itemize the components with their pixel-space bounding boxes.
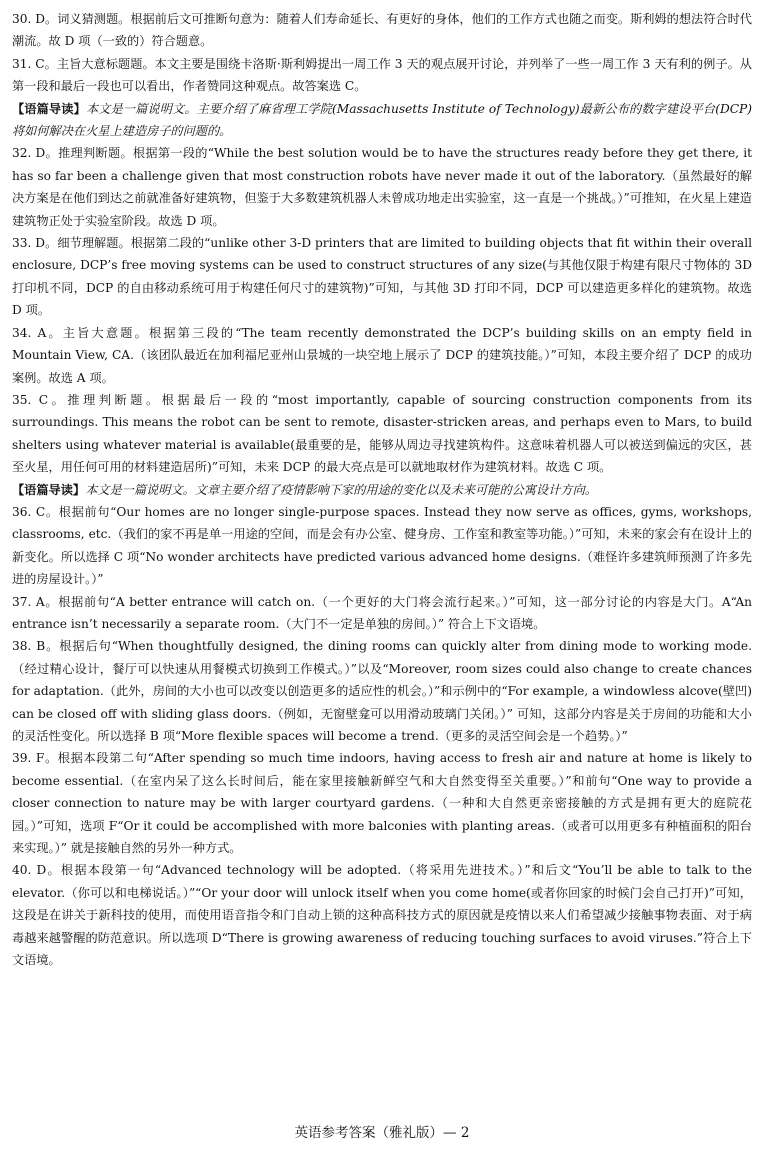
answer-explanation: 34. A。主旨大意题。根据第三段的“The team recently demonstrated the DCP’s building skills on an empty field in Mountain View, CA.（该团队最近在加利福尼亚州山景城的一块空地上展示了 DCP 的建筑技能。）”可知，本段主要介绍了 DCP 的成功案例。故选 A 项。: [12, 325, 752, 385]
answer-explanation: 36. C。根据前句“Our homes are no longer single-purpose spaces. Instead they now serve as offices, gyms, workshops, classrooms, etc.（我们的家不再是单一用途的空间，而是会有办公室、健身房、工作室和教室等功能。）”可知，未来的家会有在设计上的新变化。所以选择 C 项“No wonder architects have predicted various advanced home designs.（难怪许多建筑师预测了许多先进的房屋设计。）”: [12, 504, 752, 587]
answer-explanation: 39. F。根据本段第二句“After spending so much time indoors, having access to fresh air and nature at home is likely to become essential.（在室内呆了这么长时间后，能在家里接触新鲜空气和大自然变得至关重要。）”和前句“One way to provide a closer connection to nature may be with larger courtyard gardens.（一种和大自然更亲密接触的方式是拥有更大的庭院花园。）”可知，选项 F“Or it could be accomplished with more balconies with planting areas.（或者可以用更多有种植面积的阳台来实现。）” 就是接触自然的另外一种方式。: [12, 751, 752, 856]
passage-guide: [12, 479, 752, 501]
answer-explanation: 31. C。主旨大意标题题。本文主要是围绕卡洛斯·斯利姆提出一周工作 3 天的观点展开讨论，并列举了一些一周工作 3 天有利的例子。从第一段和最后一段也可以看出，作者赞同这种观点。故答案选 C。: [12, 56, 752, 94]
answer-explanation: 33. D。细节理解题。根据第二段的“unlike other 3-D printers that are limited to building objects that fit within their overall enclosure, DCP’s free moving systems can be used to construct structures of any size(与其他仅限于构建有限尺寸物体的 3D 打印机不同，DCP 的自由移动系统可用于构建任何尺寸的建筑物)”可知，与其他 3D 打印不同，DCP 可以建造更多样化的建筑物。故选 D 项。: [12, 236, 752, 318]
answer-explanation: 38. B。根据后句“When thoughtfully designed, the dining rooms can quickly alter from dining mode to working mode.（经过精心设计，餐厅可以快速从用餐模式切换到工作模式。）”以及“Moreover, room sizes could also change to create chances for adaptation.（此外，房间的大小也可以改变以创造更多的适应性的机会。）”和示例中的“For example, a windowless alcove(壁凹) can be closed off with sliding glass doors.（例如，无窗壁龛可以用滑动玻璃门关闭。）” 可知，这部分内容是关于房间的功能和大小的灵活性变化。所以选择 B 项“More flexible spaces will become a trend.（更多的灵活空间会是一个趋势。）”: [12, 639, 752, 743]
passage-guide-tag: 【语篇导读】: [12, 482, 86, 497]
passage-guide-text: 本文是一篇说明文。文章主要介绍了疫情影响下家的用途的变化以及未来可能的公寓设计方向。: [85, 482, 597, 497]
answer-explanation: 32. D。推理判断题。根据第一段的“While the best solution would be to have the structures ready before they get there, it has so far been a challenge given that most construction robots have never made it out of the laboratory.（虽然最好的解决方案是在他们到达之前就准备好建筑物，但鉴于大多数建筑机器人未曾成功地走出实验室，这一直是一个挑战。）”可推知，在火星上建造建筑物正处于实验室阶段。故选 D 项。: [12, 146, 752, 228]
passage-guide-text: 本文是一篇说明文。主要介绍了麻省理工学院(Massachusetts Institute of Technology)最新公布的数字建设平台(DCP)将如何解决在火星上建造房子的问题的。: [12, 101, 752, 139]
answer-explanation: 37. A。根据前句“A better entrance will catch on.（一个更好的大门将会流行起来。）”可知，这一部分讨论的内容是大门。A“An entrance isn’t necessarily a separate room.（大门不一定是单独的房间。）” 符合上下文语境。: [12, 594, 752, 631]
answer-explanation: 30. D。词义猜测题。根据前后文可推断句意为：随着人们寿命延长、有更好的身体，他们的工作方式也随之而变。斯利姆的想法符合时代潮流。故 D 项（一致的）符合题意。: [12, 12, 752, 49]
page-footer: 英语参考答案（雅礼版）— 2: [294, 1125, 470, 1141]
answer-explanation: 35. C。推理判断题。根据最后一段的“most importantly, capable of sourcing construction components from its surroundings. This means the robot can be sent to remote, disaster-stricken areas, and perhaps even to Mars, to build shelters using whatever material is available(最重要的是，能够从周边寻找建筑构件。这意味着机器人可以被送到偏远的灾区，甚至火星，用任何可用的材料建造居所)”可知，未来 DCP 的最大亮点是可以就地取材作为建筑材料。故选 C 项。: [12, 392, 752, 475]
passage-guide-tag: 【语篇导读】: [12, 101, 86, 116]
passage-guide: [12, 98, 752, 143]
answer-content: [12, 8, 752, 971]
answer-explanation: 40. D。根据本段第一句“Advanced technology will be adopted.（将采用先进技术。）”和后文“You’ll be able to talk to the elevator.（你可以和电梯说话。）”“Or your door will unlock itself when you come home(或者你回家的时候门会自己打开)”可知，这段是在讲关于新科技的使用，而使用语音指令和门自动上锁的这种高科技方式的原因就是疫情以来人们希望减少接触事物表面、对于病毒越来越警醒的防范意识。所以选项 D“There is growing awareness of reducing touching surfaces to avoid viruses.”符合上下文语境。: [12, 863, 752, 968]
